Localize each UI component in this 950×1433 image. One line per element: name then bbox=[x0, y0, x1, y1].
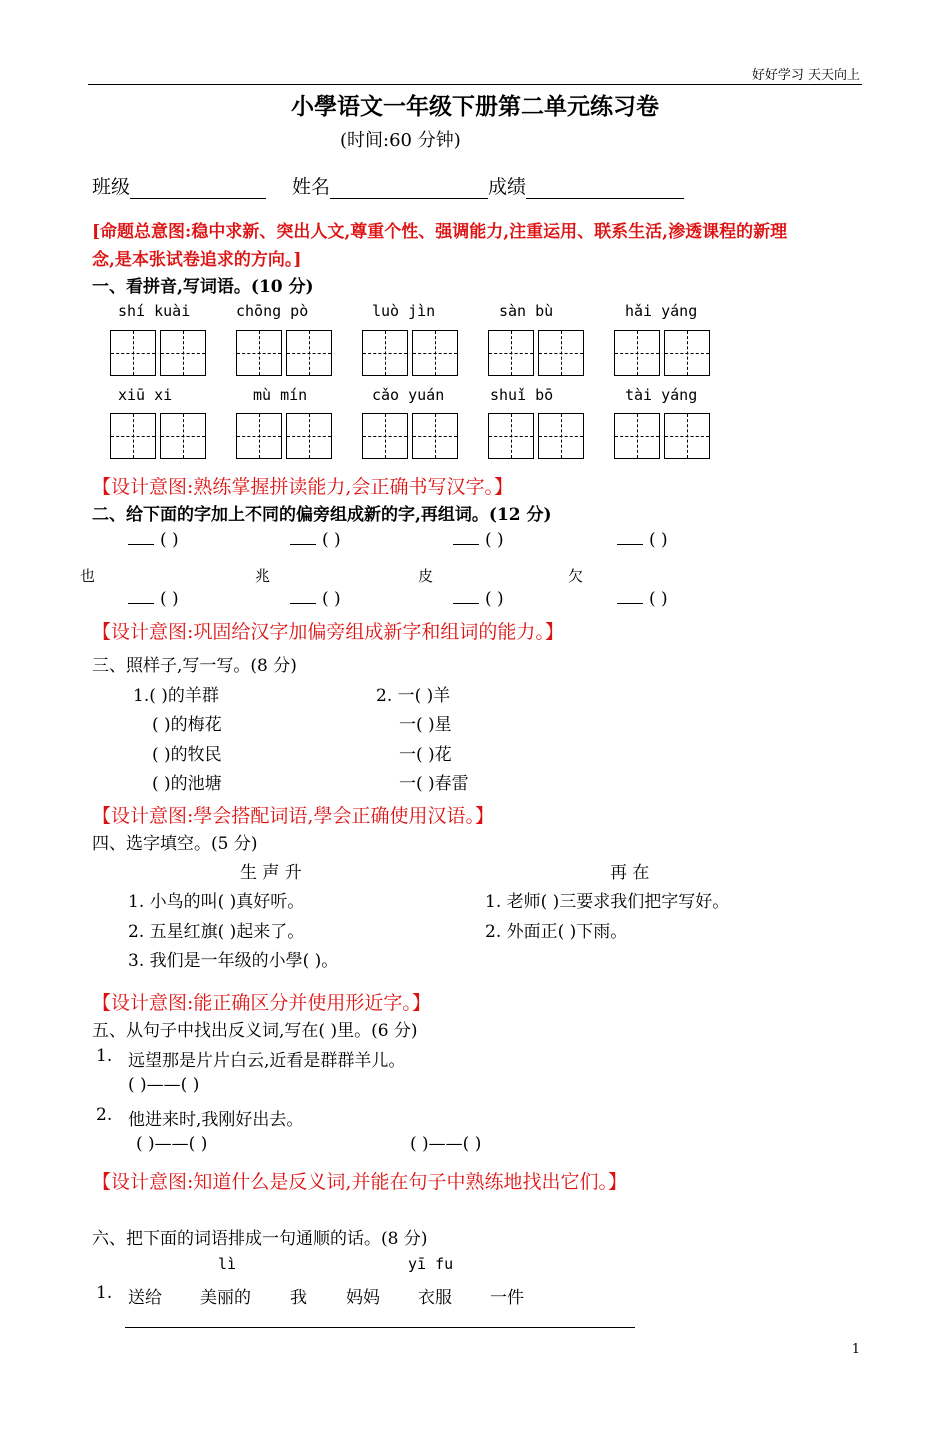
q6-pinyin-li: lì bbox=[218, 1255, 237, 1273]
q2-blank-bottom: ( ) bbox=[128, 589, 179, 609]
q4-item: 1. 小鸟的叫( )真好听。 bbox=[128, 892, 305, 912]
writing-grid[interactable] bbox=[236, 330, 332, 376]
q4-intent: 【设计意图:能正确区分并使用形近字。】 bbox=[92, 992, 431, 1014]
writing-grid[interactable] bbox=[362, 330, 458, 376]
q5-sentence-2: 他进来时,我刚好出去。 bbox=[128, 1110, 304, 1130]
q3-intent: 【设计意图:學会搭配词语,學会正确使用汉语。】 bbox=[92, 805, 494, 827]
q3-item: ( )的池塘 bbox=[152, 774, 222, 794]
writing-grid[interactable] bbox=[110, 330, 206, 376]
q4-heading: 四、选字填空。(5 分) bbox=[92, 834, 258, 854]
writing-grid[interactable] bbox=[110, 413, 206, 459]
q3-item: 1.( )的羊群 bbox=[133, 686, 219, 706]
pinyin-label: xiū xi bbox=[118, 386, 173, 404]
pinyin-label: luò jìn bbox=[372, 302, 436, 320]
writing-grid[interactable] bbox=[236, 413, 332, 459]
q2-blank-top: ( ) bbox=[617, 530, 668, 550]
q2-blank-bottom: ( ) bbox=[617, 589, 668, 609]
q3-item: 2. 一( )羊 bbox=[376, 686, 451, 706]
q5-answer: ( )——( ) bbox=[136, 1134, 208, 1154]
score-blank bbox=[526, 178, 684, 199]
name-label: 姓名 bbox=[292, 176, 331, 198]
q5-s2-number: 2. bbox=[96, 1105, 113, 1125]
writing-grid[interactable] bbox=[488, 413, 584, 459]
q2-blank-top: ( ) bbox=[453, 530, 504, 550]
q5-answer: ( )——( ) bbox=[128, 1075, 200, 1095]
q2-blank-bottom: ( ) bbox=[290, 589, 341, 609]
writing-grid[interactable] bbox=[614, 413, 710, 459]
q2-char: 也 bbox=[80, 567, 96, 585]
q2-char: 皮 bbox=[418, 567, 434, 585]
general-intent-line2: 念,是本张试卷追求的方向。] bbox=[92, 250, 302, 270]
q5-s1-number: 1. bbox=[96, 1046, 113, 1066]
q5-intent: 【设计意图:知道什么是反义词,并能在句子中熟练地找出它们。】 bbox=[92, 1171, 627, 1193]
pinyin-label: shí kuài bbox=[118, 302, 191, 320]
q2-blank-top: ( ) bbox=[290, 530, 341, 550]
q6-word: 美丽的 bbox=[200, 1288, 251, 1308]
q5-heading: 五、从句子中找出反义词,写在( )里。(6 分) bbox=[92, 1021, 418, 1041]
q3-item: 一( )春雷 bbox=[399, 774, 469, 794]
q5-answer: ( )——( ) bbox=[410, 1134, 482, 1154]
q6-word: 妈妈 bbox=[346, 1288, 380, 1308]
writing-grid[interactable] bbox=[614, 330, 710, 376]
general-intent-line1: [命题总意图:稳中求新、突出人文,尊重个性、强调能力,注重运用、联系生活,渗透课程的新理 bbox=[92, 222, 788, 242]
q4-options-left: 生 声 升 bbox=[240, 863, 302, 883]
pinyin-label: chōng pò bbox=[236, 302, 309, 320]
q6-word: 我 bbox=[290, 1288, 307, 1308]
q6-heading: 六、把下面的词语排成一句通顺的话。(8 分) bbox=[92, 1229, 428, 1249]
q3-item: 一( )星 bbox=[399, 715, 452, 735]
q2-heading: 二、给下面的字加上不同的偏旁组成新的字,再组词。(12 分) bbox=[92, 505, 552, 525]
time-limit: (时间:60 分钟) bbox=[340, 130, 461, 151]
pinyin-label: shuǐ bō bbox=[490, 386, 554, 404]
q4-item: 2. 外面正( )下雨。 bbox=[485, 922, 628, 942]
pinyin-label: cǎo yuán bbox=[372, 386, 445, 404]
header-rule bbox=[88, 84, 862, 85]
q2-blank-top: ( ) bbox=[128, 530, 179, 550]
q6-answer-line[interactable] bbox=[125, 1327, 635, 1328]
header-motto: 好好学习 天天向上 bbox=[751, 68, 860, 83]
q6-word: 衣服 bbox=[418, 1288, 452, 1308]
pinyin-label: sàn bù bbox=[499, 302, 554, 320]
writing-grid[interactable] bbox=[488, 330, 584, 376]
name-field bbox=[292, 172, 684, 199]
class-field bbox=[92, 172, 266, 199]
q3-heading: 三、照样子,写一写。(8 分) bbox=[92, 656, 297, 676]
page-title: 小學语文一年级下册第二单元练习卷 bbox=[291, 93, 659, 120]
pinyin-label: mù mín bbox=[253, 386, 308, 404]
q6-pinyin-yifu: yī fu bbox=[408, 1255, 454, 1273]
q1-heading: 一、看拼音,写词语。(10 分) bbox=[92, 277, 314, 297]
pinyin-label: tài yáng bbox=[625, 386, 698, 404]
q6-word: 送给 bbox=[128, 1288, 162, 1308]
q3-item: ( )的牧民 bbox=[152, 745, 222, 765]
writing-grid[interactable] bbox=[362, 413, 458, 459]
q1-intent: 【设计意图:熟练掌握拼读能力,会正确书写汉字。】 bbox=[92, 476, 513, 498]
q2-char: 欠 bbox=[568, 567, 584, 585]
q2-blank-bottom: ( ) bbox=[453, 589, 504, 609]
class-label: 班级 bbox=[92, 176, 131, 198]
pinyin-label: hǎi yáng bbox=[625, 302, 698, 320]
score-label: 成绩 bbox=[488, 176, 527, 198]
q5-sentence-1: 远望那是片片白云,近看是群群羊儿。 bbox=[128, 1051, 406, 1071]
q6-number: 1. bbox=[96, 1283, 113, 1303]
q4-item: 2. 五星红旗( )起来了。 bbox=[128, 922, 305, 942]
q4-options-right: 再 在 bbox=[610, 863, 650, 883]
q2-intent: 【设计意图:巩固给汉字加偏旁组成新字和组词的能力。】 bbox=[92, 621, 564, 643]
q4-item: 3. 我们是一年级的小學( )。 bbox=[128, 951, 339, 971]
class-blank bbox=[130, 178, 266, 199]
q4-item: 1. 老师( )三要求我们把字写好。 bbox=[485, 892, 730, 912]
q3-item: ( )的梅花 bbox=[152, 715, 222, 735]
q3-item: 一( )花 bbox=[399, 745, 452, 765]
page-number: 1 bbox=[851, 1342, 860, 1357]
q2-char: 兆 bbox=[255, 567, 271, 585]
q6-word: 一件 bbox=[490, 1288, 524, 1308]
name-blank bbox=[330, 178, 488, 199]
